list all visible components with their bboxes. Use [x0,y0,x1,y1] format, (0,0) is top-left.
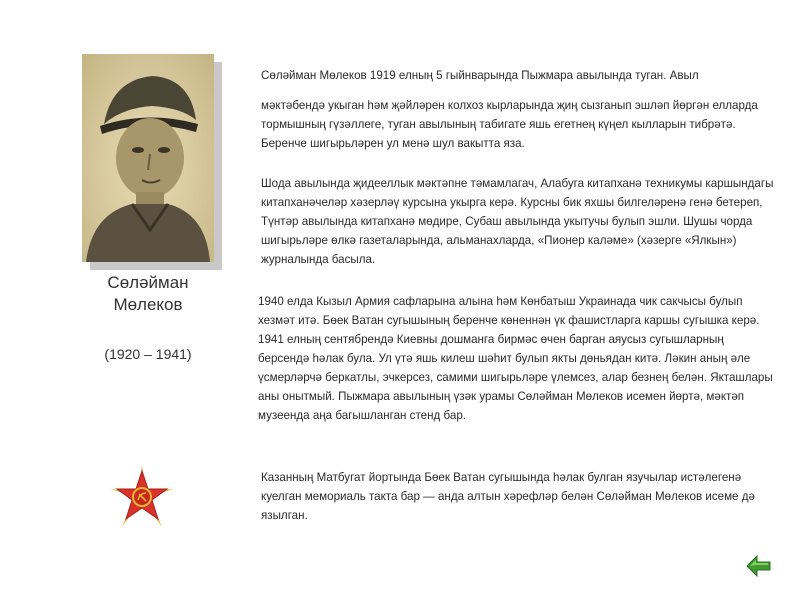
person-last-name: Мөлеков [113,295,183,314]
person-years: (1920 – 1941) [104,346,192,362]
order-of-patriotic-war-icon [110,465,174,529]
paragraph-5: Казанның Матбугат йортында Бөек Ватан сугышында һәлак булган язучылар истәлегенә куелган мемориаль такта бар — анда алтын хәрефләр белән Сөләйман Мөлеков исеме дә язылган. [261,471,755,522]
paragraph-2: мәктәбендә укыган һәм җәйләрен колхоз кырларында җиң сызганып эшләп йөргән елларда тормышның гүзәллеге, туган авылының табигате яшь егетнең күңел кылларын тибрәтә. Беренче шигырьләрен ул менә шул вакытта яза. [261,99,758,150]
soldier-portrait-icon [82,54,214,262]
person-name [60,272,236,316]
paragraph-4: 1940 елда Кызыл Армия сафларына алына һәм Көнбатыш Украинада чик сакчысы булып хезмәт итә. Бөек Ватан сугышының беренче көненнән үк фашистларга каршы сугышка керә. 1941 елның сентябрендә Киевны дошманга бирмәс өчен барган аяусыз сугышларның берсендә һәлак була. Ул үтә яшь килеш шәһит булып якты дөньядан китә. Ләкин аның әле үсмерләрчә беркатлы, эчкерсез, самими шигырьләре үлемсез, алар безнең белән. Якташлары аны онытмый. Пыжмара авылының үзәк урамы Сөләйман Мөлеков исемен йөртә, мәктәп музеенда аңа багышланган стенд бар. [258,295,773,422]
person-first-name: Сөләйман [107,273,189,292]
paragraph-3: Шода авылында җидееллык мәктәпне тәмамлагач, Алабуга китапханә техникумы каршындагы китапханәчеләр хәзерләү курсына укырга керә. Курсны бик яхшы билгеләренә генә бетереп, Түнтәр авылында китапханә мөдире, Субаш авылында укытучы булып эшли. Шушы чорда шигырьләре өлкә газеталарында, альманахларда, «Пионер каләме» (хәзерге «Ялкын») журналында басыла. [261,177,774,266]
back-button[interactable] [747,555,771,577]
portrait-photo [82,54,214,262]
paragraph-1: Сөләйман Мөлеков 1919 елның 5 гыйнварында Пыжмара авылында туган. Авыл [261,69,699,82]
arrow-left-icon [747,555,771,577]
